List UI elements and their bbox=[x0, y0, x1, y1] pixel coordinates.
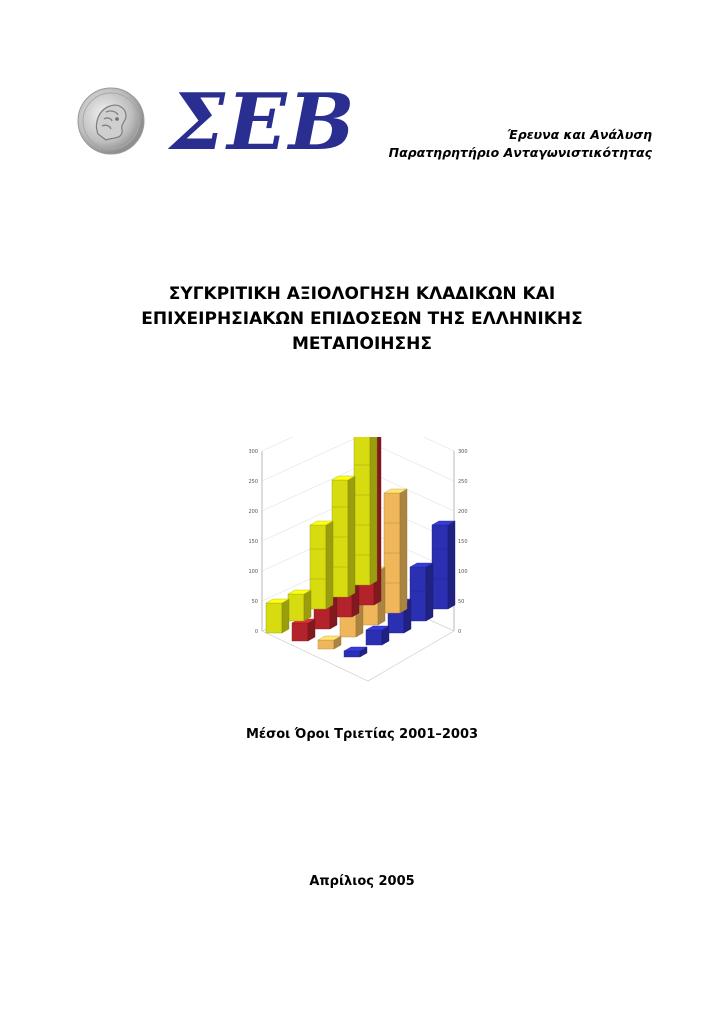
bar bbox=[354, 437, 370, 585]
bar-side bbox=[370, 437, 377, 585]
bar bbox=[310, 525, 326, 609]
department-label: Έρευνα και Ανάλυση bbox=[507, 127, 652, 142]
title-line: ΣΥΓΚΡΙΤΙΚΗ ΑΞΙΟΛΟΓΗΣΗ ΚΛΑΔΙΚΩΝ ΚΑΙ bbox=[168, 284, 556, 304]
y-tick-label-right: 200 bbox=[458, 509, 468, 515]
bar bbox=[288, 594, 304, 621]
department-block bbox=[389, 126, 652, 162]
bar-side bbox=[282, 599, 289, 633]
report-title bbox=[0, 282, 724, 357]
chart-illustration bbox=[240, 437, 476, 687]
report-date: Απρίλιος 2005 bbox=[309, 874, 415, 889]
y-tick-label-left: 50 bbox=[251, 599, 258, 605]
report-subtitle: Μέσοι Όροι Τριετίας 2001–2003 bbox=[245, 727, 479, 742]
bar-side bbox=[426, 563, 433, 621]
bar bbox=[410, 567, 426, 621]
bar bbox=[344, 651, 360, 657]
coin-logo-icon bbox=[76, 86, 146, 156]
bar-side bbox=[304, 590, 311, 621]
gridline bbox=[262, 437, 358, 481]
title-line: ΜΕΤΑΠΟΙΗΣΗΣ bbox=[292, 334, 432, 354]
y-tick-label-left: 150 bbox=[248, 539, 258, 545]
bar-side bbox=[326, 521, 333, 609]
bar-side bbox=[400, 489, 407, 613]
y-tick-label-right: 250 bbox=[458, 479, 468, 485]
y-tick-label-right: 50 bbox=[458, 599, 465, 605]
y-tick-label-left: 300 bbox=[248, 449, 258, 455]
bar bbox=[292, 623, 308, 641]
bar bbox=[432, 525, 448, 609]
bar-side bbox=[448, 521, 455, 609]
gridline bbox=[262, 437, 358, 451]
y-tick-label-left: 0 bbox=[254, 629, 258, 635]
y-tick-label-left: 100 bbox=[248, 569, 258, 575]
y-tick-label-left: 250 bbox=[248, 479, 258, 485]
bar bbox=[266, 603, 282, 633]
y-tick-label-right: 100 bbox=[458, 569, 468, 575]
bar-side bbox=[348, 476, 355, 597]
chart-svg bbox=[240, 437, 476, 687]
bar bbox=[366, 630, 382, 645]
bar bbox=[318, 640, 334, 649]
logo-text: ΣΕΒ bbox=[170, 77, 357, 168]
y-tick-label-right: 300 bbox=[458, 449, 468, 455]
y-tick-label-left: 200 bbox=[248, 509, 258, 515]
bar bbox=[332, 480, 348, 597]
y-tick-label-right: 150 bbox=[458, 539, 468, 545]
observatory-label: Παρατηρητήριο Ανταγωνιστικότητας bbox=[388, 145, 652, 160]
title-line: ΕΠΙΧΕΙΡΗΣΙΑΚΩΝ ΕΠΙΔΟΣΕΩΝ ΤΗΣ ΕΛΛΗΝΙΚΗΣ bbox=[141, 309, 583, 329]
y-tick-label-right: 0 bbox=[458, 629, 462, 635]
